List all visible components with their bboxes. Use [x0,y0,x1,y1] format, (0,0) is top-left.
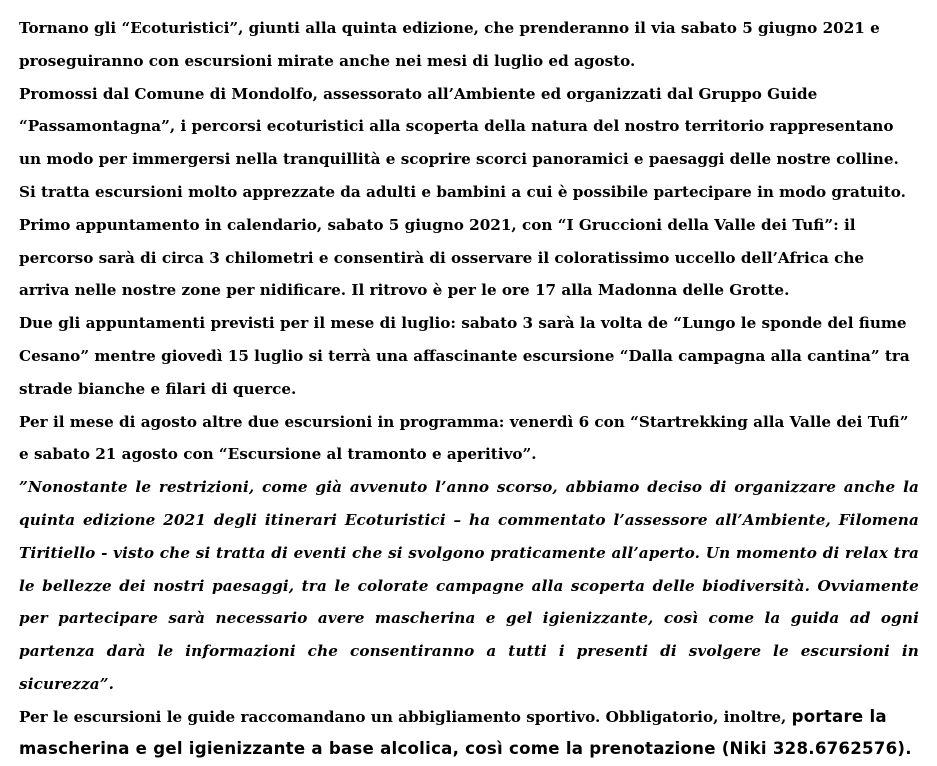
intro-paragraph: Tornano gli “Ecoturistici”, giunti alla quinta edizione, che prenderanno il via sabato 5 giugno 2021 e proseguiranno con escursioni mirate anche nei mesi di luglio ed agosto. [19,19,880,70]
closing-highlight: portare la mascherina e gel igienizzante a base alcolica, così come la prenotazione (Niki 328.6762576). [19,706,912,759]
closing-paragraph [19,701,919,766]
promoters-paragraph: Promossi dal Comune di Mondolfo, assessorato all’Ambiente ed organizzati dal Gruppo Guide “Passamontagna”, i percorsi ecoturistici alla scoperta della natura del nostro territorio rappresentano un modo per immergersi nella tranquillità e scoprire scorci panoramici e paesaggi delle nostre colline. [19,84,899,169]
closing-text: Per le escursioni le guide raccomandano un abbigliamento sportivo. Obbligatorio, inoltre, [19,707,792,726]
first-appointment-paragraph: Primo appuntamento in calendario, sabato 5 giugno 2021, con “I Gruccioni della Valle dei Tufi”: il percorso sarà di circa 3 chilometri e consentirà di osservare il coloratissimo uccello dell’Africa che arriva nelle nostre zone per nidificare. Il ritrovo è per le ore 17 alla Madonna delle Grotte. [19,215,865,300]
august-appointments-paragraph: Per il mese di agosto altre due escursioni in programma: venerdì 6 con “Startrekking alla Valle dei Tufi” e sabato 21 agosto con “Escursione al tramonto e aperitivo”. [19,412,909,464]
july-appointments-paragraph: Due gli appuntamenti previsti per il mese di luglio: sabato 3 sarà la volta de “Lungo le sponde del fiume Cesano” mentre giovedì 15 luglio si terrà una affascinante escursione “Dalla campagna alla cantina” tra strade bianche e filari di querce. [19,314,910,398]
free-participation-paragraph: Si tratta escursioni molto apprezzate da adulti e bambini a cui è possibile partecipare in modo gratuito. [19,182,906,201]
article-body [19,12,919,766]
assessor-quote: ”Nonostante le restrizioni, come già avvenuto l’anno scorso, abbiamo deciso di organizzare anche la quinta edizione 2021 degli itinerari Ecoturistici – ha commentato l’assessore all’Ambiente, Filomena Tiritiello - visto che si tratta di eventi che si svolgono praticamente all’aperto. Un momento di relax tra le bellezze dei nostri paesaggi, tra le colorate campagne alla scoperta delle biodiversità. Ovviamente per partecipare sarà necessario avere mascherina e gel igienizzante, così come la guida ad ogni partenza darà le informazioni che consentiranno a tutti i presenti di svolgere le escursioni in sicurezza”. [19,478,919,693]
